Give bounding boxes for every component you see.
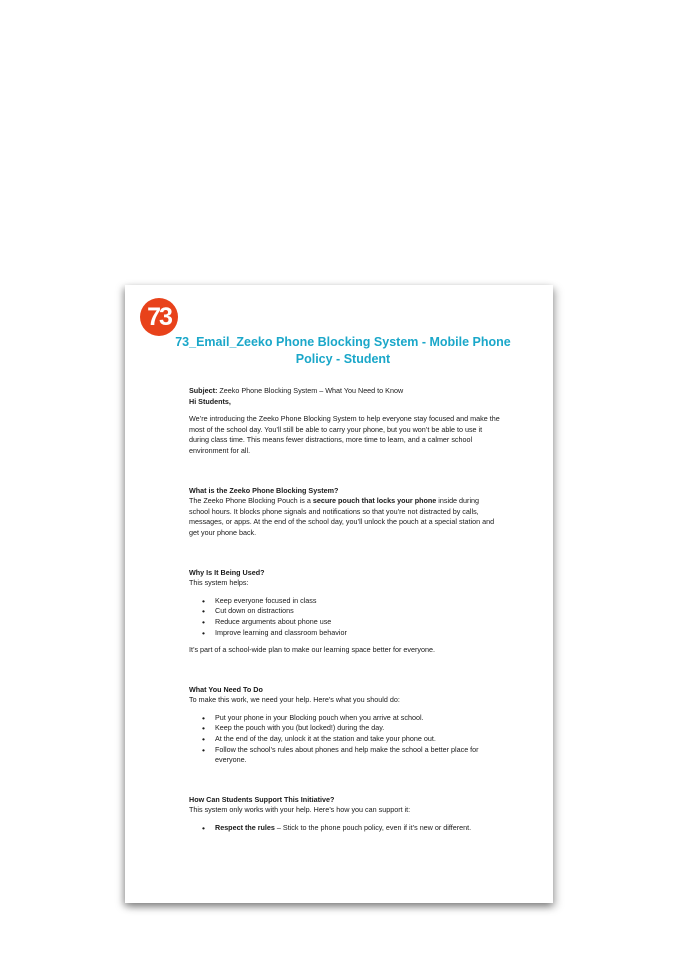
section-closing: It’s part of a school-wide plan to make our learning space better for everyone. [189, 645, 435, 655]
list-item: • Keep everyone focused in class [215, 596, 501, 607]
section-lead: To make this work, we need your help. Here’s what you should do: [189, 695, 400, 705]
section-why [189, 568, 501, 656]
bold-text: Respect the rules [215, 823, 275, 833]
bullet-list [189, 596, 501, 638]
section-support [189, 795, 501, 834]
section-heading: What You Need To Do [189, 684, 263, 694]
section-paragraph [189, 496, 501, 538]
school-logo: 73 [140, 298, 178, 336]
text-run: The Zeeko Phone Blocking Pouch is a [189, 496, 313, 506]
section-heading: Why Is It Being Used? [189, 567, 265, 577]
subject-text: Zeeko Phone Blocking System – What You Need to Know [219, 386, 404, 395]
text-run: – Stick to the phone pouch policy, even if it’s new or different. [274, 823, 472, 833]
document-page [125, 285, 553, 903]
list-item: • Keep the pouch with you (but locked!) during the day. [215, 723, 501, 734]
section-lead: This system only works with your help. Here’s how you can support it: [189, 805, 411, 815]
section-what [189, 486, 501, 539]
intro-paragraph: We’re introducing the Zeeko Phone Blocking System to help everyone stay focused and make the most of the school day. You’ll still be able to carry your phone, but you won’t be able to use it during class time. This means fewer distractions, more time to learn, and a calmer school environment for all. [189, 414, 500, 455]
text-run: inside during school hours. It blocks phone signals and notifications so that you’re not distracted by calls, messages, or apps. At the end of the school day, you’ll unlock the pouch at a special station and get your phone back. [189, 496, 495, 537]
email-body [189, 386, 501, 834]
section-lead: This system helps: [189, 578, 249, 588]
section-heading: What is the Zeeko Phone Blocking System? [189, 485, 339, 495]
greeting: Hi Students, [189, 396, 231, 406]
list-item: • At the end of the day, unlock it at the station and take your phone out. [215, 734, 501, 745]
list-item: • Follow the school’s rules about phones and help make the school a better place for everyone. [215, 745, 501, 766]
list-item: • Reduce arguments about phone use [215, 617, 501, 628]
list-item: • Improve learning and classroom behavior [215, 628, 501, 639]
section-todo [189, 685, 501, 766]
list-item: • Cut down on distractions [215, 606, 501, 617]
list-item: • Put your phone in your Blocking pouch when you arrive at school. [215, 713, 501, 724]
subject-label: Subject: [189, 386, 218, 395]
list-item [215, 823, 501, 834]
bold-text: secure pouch that locks your phone [312, 496, 437, 506]
bullet-list [189, 823, 501, 834]
subject-line [189, 386, 501, 397]
document-title: 73_Email_Zeeko Phone Blocking System - Mobile Phone Policy - Student [175, 335, 511, 366]
section-heading: How Can Students Support This Initiative? [189, 794, 335, 804]
bullet-list [189, 713, 501, 766]
